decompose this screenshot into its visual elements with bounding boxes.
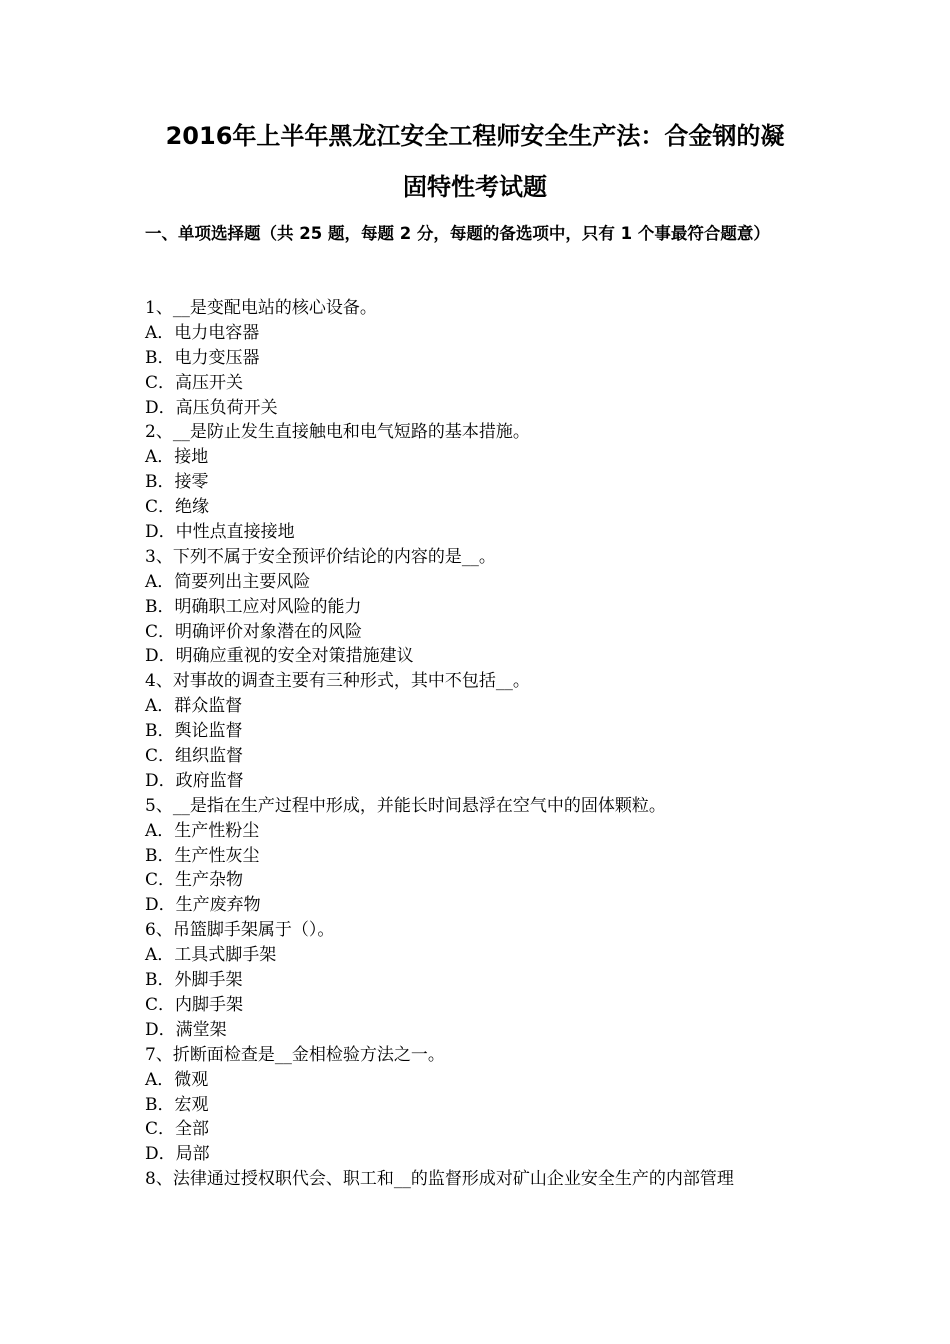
question-stem: 6、吊篮脚手架属于（）。 (145, 920, 335, 941)
answer-option: A．群众监督 (145, 696, 243, 717)
answer-option: C．内脚手架 (145, 994, 244, 1015)
question-stem: 7、折断面检查是__金相检验方法之一。 (145, 1044, 445, 1065)
answer-option: D．生产废弃物 (145, 895, 261, 916)
answer-option: C．组织监督 (145, 746, 244, 767)
answer-option: B．舆论监督 (145, 721, 243, 742)
answer-option: C．生产杂物 (145, 870, 244, 891)
answer-option: B．生产性灰尘 (145, 845, 260, 866)
question-stem: 1、__是变配电站的核心设备。 (145, 298, 377, 318)
answer-option: A．微观 (145, 1069, 209, 1090)
answer-option: D．高压负荷开关 (145, 397, 278, 418)
question-list (145, 296, 825, 1192)
question-stem: 8、法律通过授权职代会、职工和__的监督形成对矿山企业安全生产的内部管理 (145, 1169, 734, 1190)
answer-option: A．电力电容器 (145, 322, 260, 343)
answer-option: A．生产性粉尘 (145, 820, 260, 841)
answer-option: A．简要列出主要风险 (145, 571, 311, 592)
question-stem: 3、下列不属于安全预评价结论的内容的是__。 (145, 546, 496, 567)
section-heading: 一、单项选择题（共 25 题，每题 2 分，每题的备选项中，只有 1 个事最符合题意） (145, 224, 770, 243)
question-stem: 2、__是防止发生直接触电和电气短路的基本措施。 (145, 422, 530, 443)
answer-option: C．绝缘 (145, 497, 210, 518)
answer-option: D．中性点直接接地 (145, 522, 295, 543)
document-title-line-2: 固特性考试题 (403, 173, 547, 201)
answer-option: C．明确评价对象潜在的风险 (145, 621, 363, 642)
answer-option: D．政府监督 (145, 770, 244, 791)
question-stem: 5、__是指在生产过程中形成，并能长时间悬浮在空气中的固体颗粒。 (145, 795, 666, 816)
answer-option: C．全部 (145, 1119, 210, 1140)
question-stem: 4、对事故的调查主要有三种形式，其中不包括__。 (145, 671, 530, 692)
answer-option: A．工具式脚手架 (145, 945, 277, 966)
document-title-line-1: 2016年上半年黑龙江安全工程师安全生产法：合金钢的凝 (165, 122, 785, 150)
answer-option: B．接零 (145, 472, 209, 493)
answer-option: D．明确应重视的安全对策措施建议 (145, 646, 414, 667)
answer-option: D．满堂架 (145, 1019, 227, 1040)
answer-option: B．明确职工应对风险的能力 (145, 596, 362, 617)
answer-option: B．电力变压器 (145, 347, 260, 368)
answer-option: C．高压开关 (145, 372, 244, 393)
answer-option: A．接地 (145, 447, 209, 468)
answer-option: B．宏观 (145, 1094, 209, 1115)
answer-option: D．局部 (145, 1144, 210, 1165)
answer-option: B．外脚手架 (145, 970, 243, 991)
